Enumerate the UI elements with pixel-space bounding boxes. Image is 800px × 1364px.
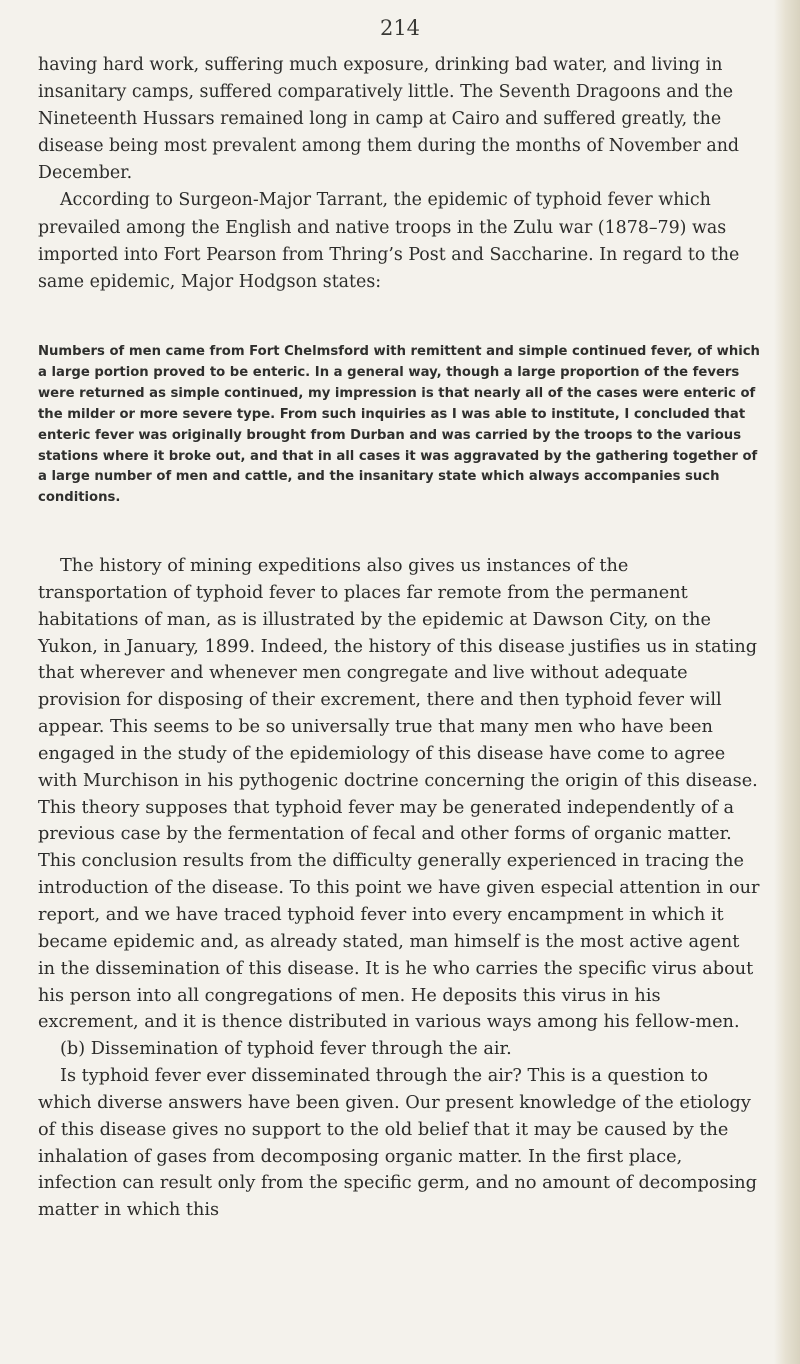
page-number: 214	[379, 16, 421, 40]
paragraph-4: Is typhoid fever ever disseminated through the air? This is a question to which diverse answers have been given. Our present knowledge of the etiology of this disease gives no support to the old belief that it may be caused by the inhalation of gases from decomposing organic matter. In the first place, infection can result only from the specific germ, and no amount of decomposing matter in which this	[38, 1066, 757, 1221]
body-text-upper	[38, 52, 762, 296]
paragraph-3: The history of mining expeditions also gives us instances of the transportation of typhoid fever to places far remote from the permanent habitations of man, as is illustrated by the epidemic at Dawson City, on the Yukon, in January, 1899. Indeed, the history of this disease justifies us in stating that wherever and whenever men congregate and live without adequate provision for disposing of their excrement, there and then typhoid fever will appear. This seems to be so universally true that many men who have been engaged in the study of the epidemiology of this disease have come to agree with Murchison in his pythogenic doctrine concerning the origin of this disease. This theory supposes that typhoid fever may be generated independently of a previous case by the fermentation of fecal and other forms of organic matter. This conclusion results from the difficulty generally experienced in tracing the introduction of the disease. To this point we have given especial attention in our report, and we have traced typhoid fever into every encampment in which it became epidemic and, as already stated, man himself is the most active agent in the dissemination of this disease. It is he who carries the specific virus about his person into all congregations of men. He deposits this virus in his excrement, and it is thence distributed in various ways among his fellow-men.	[38, 556, 760, 1033]
block-quote: Numbers of men came from Fort Chelmsford with remittent and simple continued fever, of which a large portion proved to be enteric. In a general way, though a large proportion of the fevers were returned as simple continued, my impression is that nearly all of the cases were enteric of the milder or more severe type. From such inquiries as I was able to institute, I concluded that enteric fever was originally brought from Durban and was carried by the troops to the various stations where it broke out, and that in all cases it was aggravated by the gathering together of a large number of men and cattle, and the insanitary state which always accompanies such conditions.	[38, 344, 760, 506]
body-text-lower	[38, 553, 762, 1224]
paragraph-2: According to Surgeon-Major Tarrant, the epidemic of typhoid fever which prevailed among the English and native troops in the Zulu war (1878–79) was imported into Fort Pearson from Thring’s Post and Saccharine. In regard to the same epidemic, Major Hodgson states:	[38, 190, 740, 292]
section-heading-b: (b) Dissemination of typhoid fever through the air.	[60, 1039, 512, 1060]
paragraph-1: having hard work, suffering much exposure, drinking bad water, and living in insanitary camps, suffered comparatively little. The Seventh Dragoons and the Nineteenth Hussars remained long in camp at Cairo and suffered greatly, the disease being most prevalent among them during the months of November and December.	[38, 55, 740, 184]
page-edge-shadow	[774, 0, 800, 1364]
